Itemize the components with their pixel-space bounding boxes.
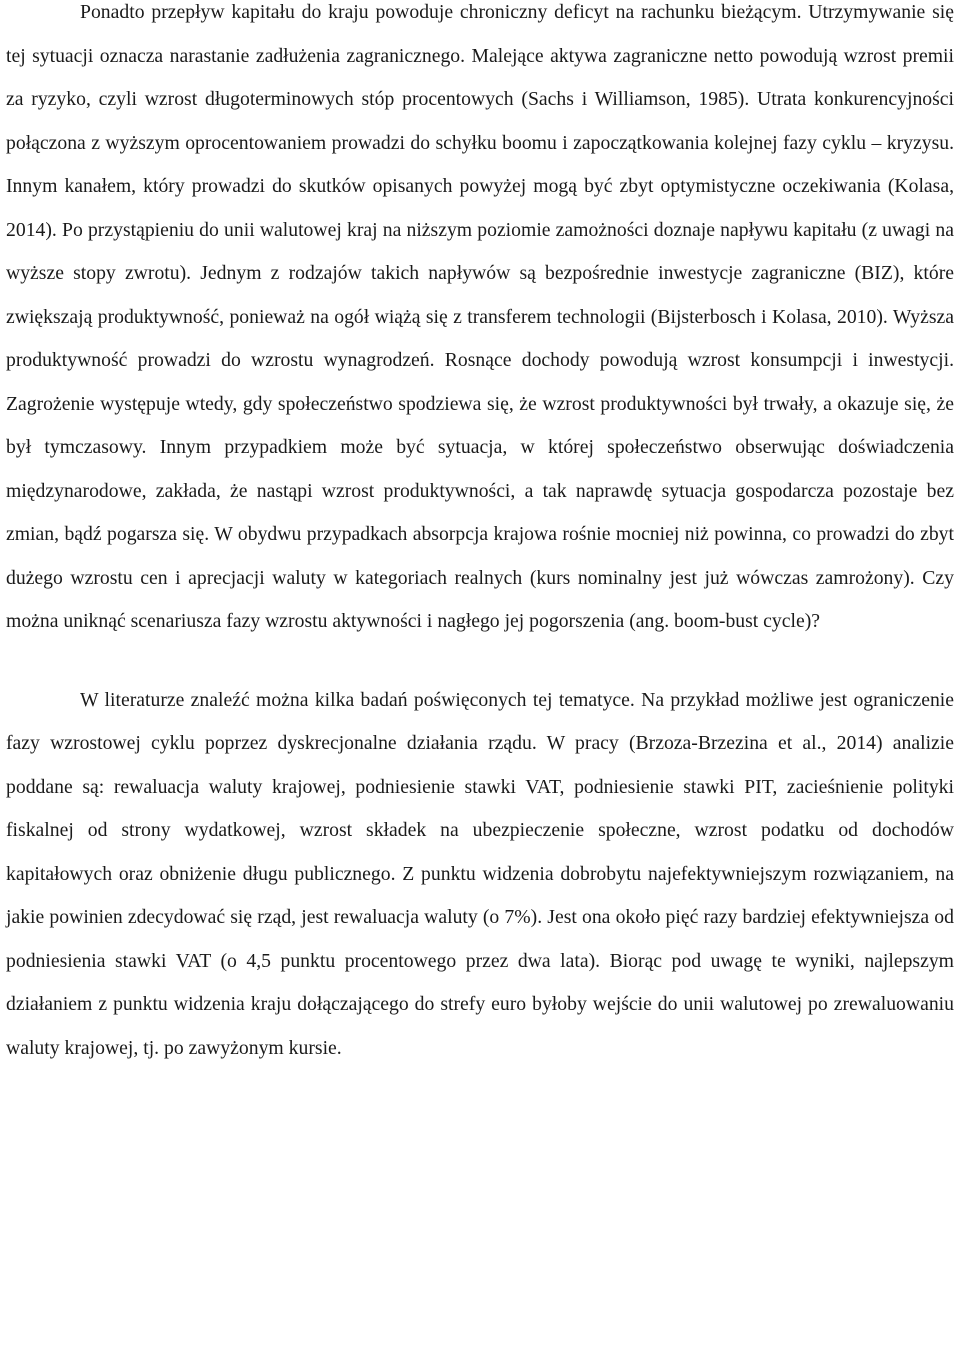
paragraph-capital-inflow: Ponadto przepływ kapitału do kraju powoduje chroniczny deficyt na rachunku bieżącym. Utrzymywanie się tej sytuacji oznacza narastanie zadłużenia zagranicznego. Malejące aktywa zagraniczne netto powodują wzrost premii za ryzyko, czyli wzrost długoterminowych stóp procentowych (Sachs i Williamson, 1985). Utrata konkurencyjności połączona z wyższym oprocentowaniem prowadzi do schyłku boomu i zapoczątkowania kolejnej fazy cyklu – kryzysu. Innym kanałem, który prowadzi do skutków opisanych powyżej mogą być zbyt optymistyczne oczekiwania (Kolasa, 2014). Po przystąpieniu do unii walutowej kraj na niższym poziomie zamożności doznaje napływu kapitału (z uwagi na wyższe stopy zwrotu). Jednym z rodzajów takich napływów są bezpośrednie inwestycje zagraniczne (BIZ), które zwiększają produktywność, ponieważ na ogół wiążą się z transferem technologii (Bijsterbosch i Kolasa, 2010). Wyższa produktywność prowadzi do wzrostu wynagrodzeń. Rosnące dochody powodują wzrost konsumpcji i inwestycji. Zagrożenie występuje wtedy, gdy społeczeństwo spodziewa się, że wzrost produktywności był trwały, a okazuje się, że był tymczasowy. Innym przypadkiem może być sytuacja, w której społeczeństwo obserwując doświadczenia międzynarodowe, zakłada, że nastąpi wzrost produktywności, a tak naprawdę sytuacja gospodarcza pozostaje bez zmian, bądź pogarsza się. W obydwu przypadkach absorpcja krajowa rośnie mocniej niż powinna, co prowadzi do zbyt dużego wzrostu cen i aprecjacji waluty w kategoriach realnych (kurs nominalny jest już wówczas zamrożony). Czy można uniknąć scenariusza fazy wzrostu aktywności i nagłego jej pogorszenia (ang. boom-bust cycle)? xyxy=(6,1,954,632)
document-body xyxy=(6,0,954,1070)
paragraph-literature-review: W literaturze znaleźć można kilka badań poświęconych tej tematyce. Na przykład możliwe jest ograniczenie fazy wzrostowej cyklu poprzez dyskrecjonalne działania rządu. W pracy (Brzoza-Brzezina et al., 2014) analizie poddane są: rewaluacja waluty krajowej, podniesienie stawki VAT, podniesienie stawki PIT, zacieśnienie polityki fiskalnej od strony wydatkowej, wzrost składek na ubezpieczenie społeczne, wzrost podatku od dochodów kapitałowych oraz obniżenie długu publicznego. Z punktu widzenia dobrobytu najefektywniejszym rozwiązaniem, na jakie powinien zdecydować się rząd, jest rewaluacja waluty (o 7%). Jest ona około pięć razy bardziej efektywniejsza od podniesienia stawki VAT (o 4,5 punktu procentowego przez dwa lata). Biorąc pod uwagę te wyniki, najlepszym działaniem z punktu widzenia kraju dołączającego do strefy euro byłoby wejście do unii walutowej po zrewaluowaniu waluty krajowej, tj. po zawyżonym kursie. xyxy=(6,688,954,1059)
